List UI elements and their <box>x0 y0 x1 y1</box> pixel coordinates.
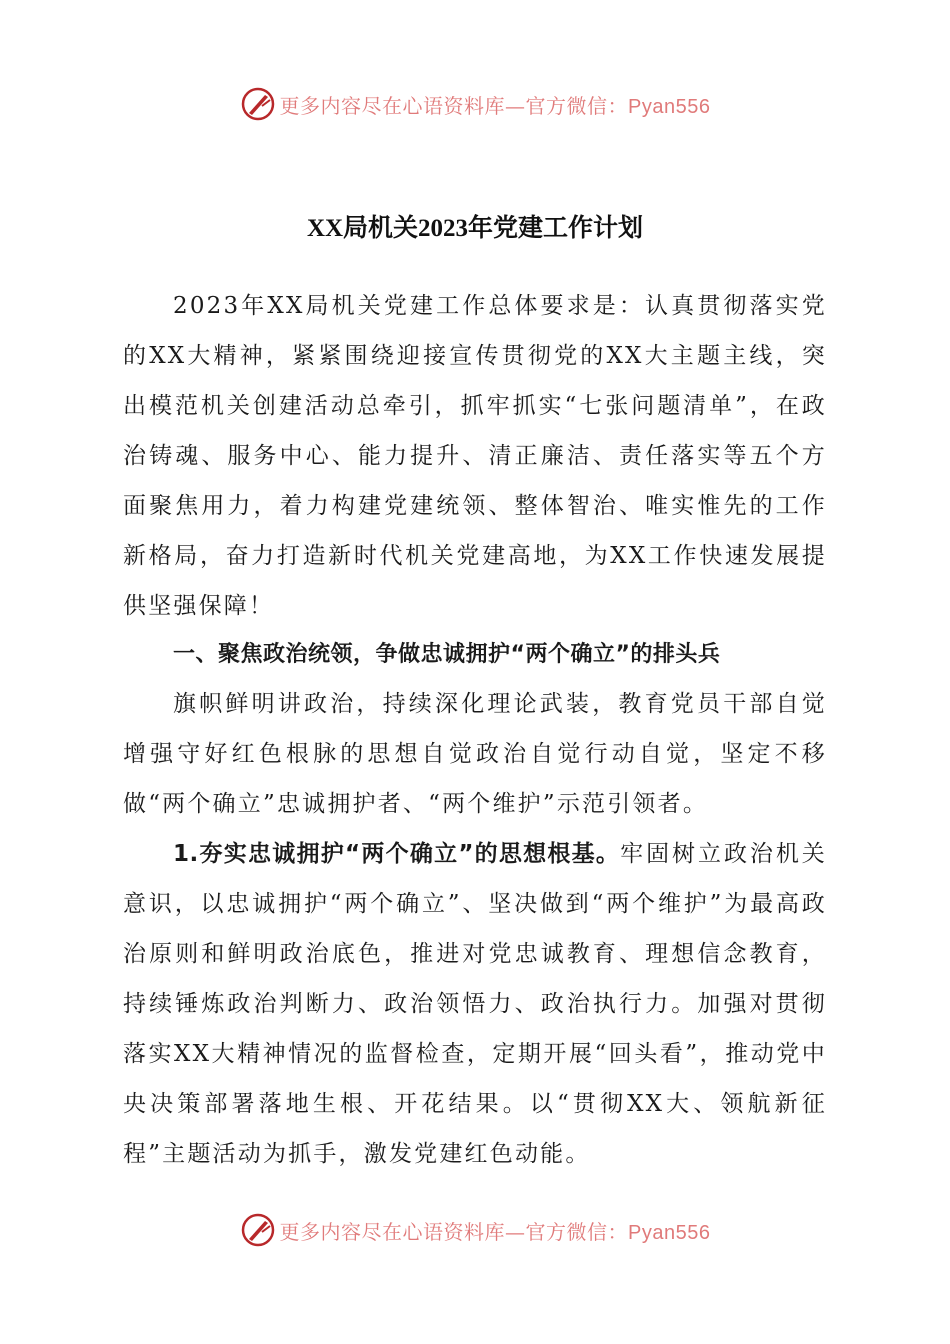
section-1-paragraph: 旗帜鲜明讲政治，持续深化理论武装，教育党员干部自觉增强守好红色根脉的思想自觉政治自觉行动自觉，坚定不移做“两个确立”忠诚拥护者、“两个维护”示范引领者。 <box>123 691 827 817</box>
footer-banner-wechat: Pyan556 <box>628 1221 711 1244</box>
quill-logo-icon <box>240 86 276 122</box>
footer-banner-label: 更多内容尽在心语资料库—官方微信： <box>279 1219 629 1244</box>
document-title: XX局机关2023年党建工作计划 <box>306 215 644 242</box>
section-1-heading: 一、聚焦政治统领，争做忠诚拥护“两个确立”的排头兵 <box>173 642 721 667</box>
intro-paragraph: 2023年XX局机关党建工作总体要求是：认真贯彻落实党的XX大精神，紧紧围绕迎接宣传贯彻党的XX大主题主线，突出模范机关创建活动总牵引，抓牢抓实“七张问题清单”，在政治铸魂、服务中心、能力提升、清正廉洁、责任落实等五个方面聚焦用力，着力构建党建统领、整体智治、唯实惟先的工作新格局，奋力打造新时代机关党建高地，为XX工作快速发展提供坚强保障！ <box>123 293 827 619</box>
header-banner-label: 更多内容尽在心语资料库—官方微信： <box>279 93 629 118</box>
header-watermark-banner <box>0 84 950 124</box>
header-banner-text <box>280 90 711 119</box>
header-banner-wechat: Pyan556 <box>628 95 711 118</box>
footer-watermark-banner <box>0 1210 950 1250</box>
item-1-paragraph <box>123 829 827 1179</box>
item-1-lead: 1.夯实忠诚拥护“两个确立”的思想根基。 <box>173 841 621 867</box>
item-1-text: 牢固树立政治机关意识，以忠诚拥护“两个确立”、坚决做到“两个维护”为最高政治原则和鲜明政治底色，推进对党忠诚教育、理想信念教育，持续锤炼政治判断力、政治领悟力、政治执行力。加强对贯彻落实XX大精神情况的监督检查，定期开展“回头看”，推动党中央决策部署落地生根、开花结果。以“贯彻XX大、领航新征程”主题活动为抓手，激发党建红色动能。 <box>123 841 828 1167</box>
quill-logo-icon <box>240 1212 276 1248</box>
footer-banner-text <box>280 1216 711 1245</box>
